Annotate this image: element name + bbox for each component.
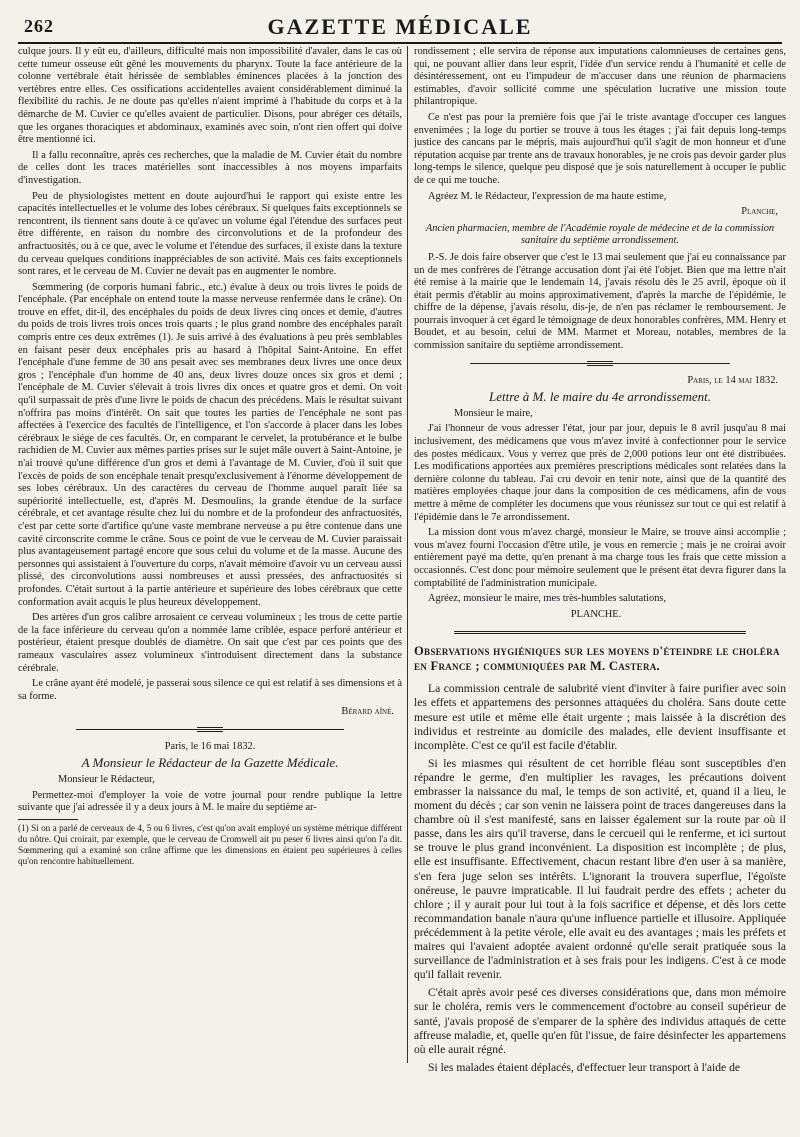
letter-date: Paris, le 14 mai 1832. xyxy=(687,374,778,386)
letter-title: Lettre à M. le maire du 4e arrondissement. xyxy=(488,389,712,405)
footnote-rule xyxy=(18,819,78,820)
paragraph: rondissement ; elle servira de réponse aux imputations calomnieuses de certaines gens, qui, ne pouvant allier dans leur esprit, l'idée d'un service rendu à l'humanité et celle de désintéressement, ont eu l'impudeur de m'accuser dans une réunion de pharmaciens estimables, d'avoir sollicité comme une spéculation lucrative une mission toute philantropique. xyxy=(414,46,786,108)
columns xyxy=(18,46,786,1137)
paragraph: Agréez M. le Rédacteur, l'expression de ma haute estime, xyxy=(428,190,667,202)
paragraph: Il a fallu reconnaître, après ces recherches, que la maladie de M. Cuvier était du nombre de celles dont les traces matérielles sont inaccessibles à nos moyens imparfaits d'investigation. xyxy=(18,149,402,186)
ornamental-rule xyxy=(470,359,730,369)
paragraph: La mission dont vous m'avez chargé, monsieur le Maire, se trouve ainsi accomplie ; vous m'avez fourni l'occasion d'être utile, je vous en remercie ; mais je ne croirai avoir entièrement payé ma dette, qu'en prenant à ma charge tous les frais que cette mission a occasionnés. C'est donc pour mémoire seulement que le présent état devra figurer dans la comptabilité de l'administration municipale. xyxy=(414,527,786,589)
signature-berard: Bérard aîné. xyxy=(341,706,394,718)
letter-title: A Monsieur le Rédacteur de la Gazette Médicale. xyxy=(81,755,339,771)
paragraph: C'était après avoir pesé ces diverses considérations que, dans mon mémoire sur le choléra, remis vers le commencement d'octobre au conseil supérieur de santé, j'avais proposé de s'emparer de la sphère des individus attaqués de cette affreuse maladie, et, quelle qu'en fût l'issue, de faire désinfecter les appartemens où elle aurait régné. xyxy=(414,986,786,1056)
journal-title: GAZETTE MÉDICALE xyxy=(267,14,533,39)
left-column xyxy=(18,46,402,1137)
letter-date: Paris, le 16 mai 1832. xyxy=(164,740,256,752)
signature-planche: Planche, xyxy=(741,206,778,218)
page-header xyxy=(18,10,782,44)
paragraph: Si les malades étaient déplacés, d'effectuer leur transport à l'aide de xyxy=(428,1060,741,1074)
page-number: 262 xyxy=(24,16,54,36)
paragraph: Le crâne ayant été modelé, je passerai sous silence ce qui est relatif à ses dimensions et à sa forme. xyxy=(18,678,402,702)
paragraph: Permettez-moi d'employer la voie de votre journal pour rendre publique la lettre suivante que j'ai adressée il y a deux jours à M. le maire du septième ar- xyxy=(18,789,402,814)
column-divider xyxy=(407,46,408,1063)
ornamental-rule xyxy=(76,725,345,735)
salutation: Monsieur le maire, xyxy=(454,407,533,419)
salutation: Monsieur le Rédacteur, xyxy=(58,774,155,786)
paragraph: J'ai l'honneur de vous adresser l'état, jour par jour, depuis le 8 avril jusqu'au 8 mai inclusivement, des médicamens que vous m'avez invité à confectionner pour le service des postes médicaux. Vous y verrez que près de 2,000 potions leur ont été distribuées. Les modifications apportées aux premières prescriptions médicales sont relatées dans la dernière colonne du tableau. J'ai cru devoir en tenir note, ainsi que de la quantité des matières employées chaque jour dans la composition de ces médicamens, afin de vous mettre à même de compléter les documens que vous réunissez sur tout ce qui est relatif à l'épidémie dans le 7e arrondissement. xyxy=(414,423,786,523)
section-rule xyxy=(454,631,746,634)
footnote: (1) Si on a parlé de cerveaux de 4, 5 ou 6 livres, c'est qu'on avait employé un système métrique différent du nôtre. Qui croirait, par exemple, que le cerveau de Cromwell ait pu peser 6 livres ainsi qu'on l'a dit. Sœmmering qui a examiné son crâne affirme que les dimensions en étaient peu supérieures à celles qu'on rencontre habituellement. xyxy=(18,822,402,866)
paragraph: Des artères d'un gros calibre arrosaient ce cerveau volumineux ; les trous de cette partie de la face inférieure du cerveau qu'on a nommée lame criblée, espace perforé antérieur et postérieur, étaient presque doublés de diamètre. On sait que c'est par ces points que des rameaux vasculaires assez volumineux s'introduisent directement dans la substance cérébrale. xyxy=(18,612,402,674)
signature-title: Ancien pharmacien, membre de l'Académie royale de médecine et de la commission sanitaire du septième arrondissement. xyxy=(425,222,775,247)
paragraph: Sœmmering (de corporis humani fabric., etc.) évalue à deux ou trois livres le poids de l'encéphale. (Par encéphale on entend toute la masse nerveuse renfermée dans le crâne). On trouve en effet, dit-il, des encéphales du poids de deux livres cinq onces et demie, d'autres du poids de trois livres trois onces trois quarts ; le plus grand nombre des encéphales paraît compris entre ces deux extrêmes (1). Je suis arrivé à des évaluations à peu près semblables en faisant peser deux encéphales pris au hasard à l'hôpital Saint-Antoine. En effet l'encéphale d'une femme de 30 ans pesait avec ses membranes deux livres une once deux gros ; l'encéphale d'un homme de 40 ans, deux livres douze onces six gros et demi ; l'encéphale de M. Cuvier s'élevait à trois livres dix onces et quatre gros et demi. On voit qu'il surpassait de près d'une livre le poids de chacun des précédens. Mais le résultat suivant n'offrira pas moins d'intérêt. On sait que toutes les parties de l'encéphale ne sont pas affectées à l'exercice des facultés de l'intelligence, et l'on s'accorde à placer dans les lobes cérébraux le siége de ces facultés. Or, en comparant le cervelet, la protubérance et le bulbe rachidien de M. Cuvier aux mêmes parties prises sur le sujet mâle ouvert à Saint-Antoine, je n'ai trouvé qu'une différence d'un gros et demi à l'avantage de M. Cuvier, d'où il suit que l'excès de poids de son encéphale tenait presqu'exclusivement à l'énorme développement de ses lobes cérébraux. Un des caractères du cerveau de l'homme auquel paraît liée sa supériorité intellectuelle, est, d'après M. Desmoulins, la grande étendue de la surface cérébrale, et cet avantage résulte chez lui du nombre et de la profondeur des anfractuosités, c'est par cette sorte d'artifice qu'une vaste membrane nerveuse a pu être contenue dans une cavité circonscrite comme le crâne. Sous ce point de vue le cerveau de M. Cuvier paraissait plus avantageusement partagé encore que sous celui du volume et de la masse. Aucune des personnes qui assistaient à l'ouverture du corps, n'avait mémoire d'avoir vu un cerveau aussi plissé, des circonvolutions aussi nombreuses et aussi pressées, des anfractuosités si profondes. C'était surtout à la partie antérieure et supérieure des lobes cérébraux que cette conformation avait acquis le plus heureux développement. xyxy=(18,281,402,608)
postscript: P.-S. Je dois faire observer que c'est le 13 mai seulement que j'ai eu connaissance par un de mes confrères de l'étrange accusation dont j'ai été l'objet. Bien que ma lettre n'ait été remise à la mairie que le lendemain 14, j'avais résolu dès le 25 avril, époque où il était permis d'établir au moins approximativement, d'après la marche de l'épidémie, le chiffre de la dépense, j'avais résolu, dis-je, de n'en pas réclamer le remboursement. Je pourrais invoquer à cet égard le témoignage de deux honorables confrères, MM. Henry et Boudet, et au besoin, celui de MM. Marmet et Moreau, notables, membres de la commission sanitaire du septième arrondissement. xyxy=(414,251,786,352)
article-body xyxy=(414,682,786,1075)
paragraph: culque jours. Il y eût eu, d'ailleurs, difficulté mais non impossibilité d'avaler, dans le cas où cette tumeur osseuse eût gêné les mouvements du pharynx. Toute la face antérieure de la colonne vertébrale était hérissée de semblables éminences placées à la jonction des vertèbres entre elles. Ces ossifications accidentelles avaient considérablement diminué la flexibilité du rachis. Je ne doute pas qu'elles n'aient imprimé à l'habitude du corps et à la démarche de M. Cuvier ce qu'elles avaient de particulier. Disons, pour abréger ces détails, que les organes thoraciques et abdominaux, examinés avec soin, n'ont rien offert qui doive être mentionné ici. xyxy=(18,46,402,146)
paragraph: La commission centrale de salubrité vient d'inviter à faire purifier avec soin les effets et appartemens des personnes attaquées du choléra. Sans doute cette mesure est utile et même elle était urgente ; mais laissée à la discrétion des individus et restreinte au domicile des malades, elle devient insuffisante et incomplète. C'est ce qu'il est facile d'établir. xyxy=(414,682,786,752)
signature-planche-2: PLANCHE. xyxy=(570,608,622,620)
paragraph: Peu de physiologistes mettent en doute aujourd'hui le rapport qui existe entre les capacités intellectuelles et le volume des lobes cérébraux. Si quelques faits exceptionnels se rencontrent, ils tiennent sans doute à ce qu'avec un volume égal l'étendue des surfaces peut être différente, en raison du nombre des circonvolutions et de la profondeur des anfractuosités, ou à ce que, avec le volume et l'étendue des surfaces, il existe dans la texture du cerveau quelques conditions inappréciables de son activité. Mais ces faits exceptionnels sont rares, et le cerveau de M. Cuvier ne devait pas en augmenter le nombre. xyxy=(18,190,402,278)
paragraph: Ce n'est pas pour la première fois que j'ai le triste avantage d'occuper ces langues envenimées ; la loge du portier se trouve à tous les étages ; j'ai fait depuis long-temps justice des cancans par le mépris, mais aujourd'hui qu'il s'agit de mon honneur et d'une réputation acquise par trente ans de travaux honorables, je ne crois pas devoir garder plus long-temps le silence, quelque peu disposé que je sois naturellement à occuper le public de ce qui me touche. xyxy=(414,111,786,186)
right-column xyxy=(414,46,786,1137)
paragraph: Agréez, monsieur le maire, mes très-humbles salutations, xyxy=(428,593,667,605)
signature-title-block xyxy=(414,223,786,248)
article-title: Observations hygiéniques sur les moyens d'éteindre le choléra en France ; communiquées par M. Castera. xyxy=(414,644,780,674)
paragraph: Si les miasmes qui résultent de cet horrible fléau sont susceptibles d'en répandre le germe, d'en multiplier les ravages, les précautions doivent embrasser la naissance du mal, le temps de son activité, et, quand il a lieu, le moment du décès ; car son venin ne laissera point de traces dangereuses dans la chambre où il s'est manifesté, sans en laisser également sur la route par où il passe, dans les airs qu'il traverse, dans le cercueil qui le renferme, et ici surtout se trouve le plus grand inconvénient. La disposition est incomplète ; de plus, elle est insuffisante. Effectivement, chacun restant libre d'en user à sa manière, s'en fera juge selon ses intérêts. L'ignorant la trouvera superflue, l'égoïste onéreuse, le pauvre impraticable. Il lui faudrait perdre des effets ; acheter du chlore ; il y aurait pour lui tout à la fois sacrifice et dépense, et dès lors cette recommandation banale n'aura qu'une influence partielle et illusoire. Appliquée précédemment à la petite vérole, elle avait eu des avantages ; mais les préfets et maires qui l'avaient adoptée avaient ordonné qu'elle serait pratiquée sous la surveillance de l'administration et à ses frais pour les indigens. C'est à ce mode qu'il fallait revenir. xyxy=(414,756,786,982)
